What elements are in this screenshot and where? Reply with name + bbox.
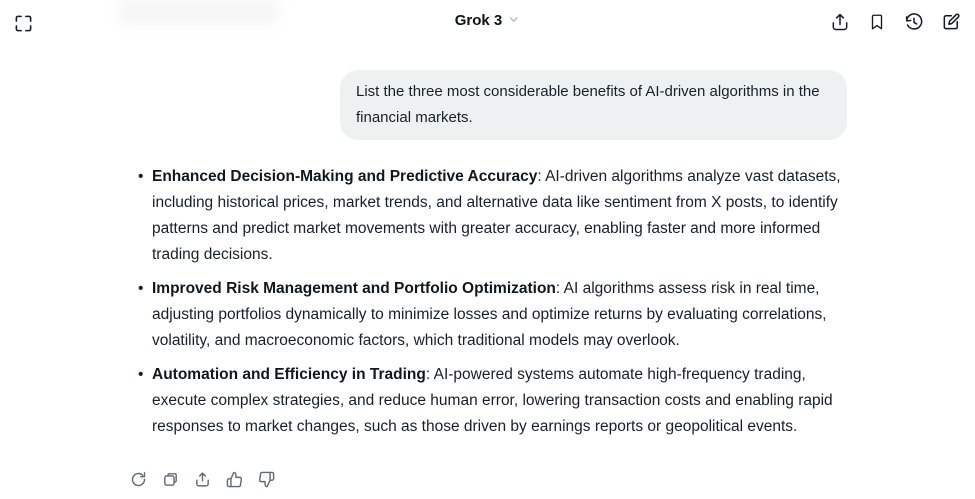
history-clock-icon [904,12,924,32]
thumbs-up-button[interactable] [225,470,243,488]
bullet-body: : AI-powered systems automate high-frequency trading, execute complex strategies, and reduce human error, lowering transaction costs and enabling rapid responses to market changes, such as those driven by earnings reports or geopolitical events. [152,366,833,435]
user-message-text: List the three most considerable benefits of AI-driven algorithms in the financial markets. [356,83,820,126]
bullet-body: : AI algorithms assess risk in real time, adjusting portfolios dynamically to minimize losses and optimize returns by evaluating correlations, volatility, and macroeconomic factors, which traditional models may overlook. [152,280,827,349]
bookmark-icon [868,13,886,31]
benefits-list [130,164,847,440]
chevron-down-icon [507,13,520,29]
thumbs-down-icon [258,471,275,488]
regenerate-icon [130,471,147,488]
share-button[interactable] [193,470,211,488]
list-item [152,362,847,440]
model-selector[interactable] [455,11,521,29]
bullet-title: Automation and Efficiency in Trading [152,366,426,383]
copy-button[interactable] [161,470,179,488]
model-name-label: Grok 3 [454,11,503,29]
assistant-response [130,164,847,440]
blurred-conversation-title [120,0,278,24]
conversation-area [130,70,847,440]
thumbs-down-button[interactable] [257,470,275,488]
history-button[interactable] [904,12,924,32]
share-button[interactable] [830,12,850,32]
thumbs-up-icon [226,471,243,488]
response-action-bar [129,470,275,488]
bullet-title: Improved Risk Management and Portfolio Optimization [152,280,556,297]
list-item [152,164,847,268]
bullet-title: Enhanced Decision-Making and Predictive Accuracy [152,168,538,185]
list-item [152,276,847,354]
regenerate-button[interactable] [129,470,147,488]
compose-button[interactable] [941,12,961,32]
bookmark-button[interactable] [867,12,887,32]
bullet-body: : AI-driven algorithms analyze vast datasets, including historical prices, market trends, and alternative data like sentiment from X posts, to identify patterns and predict market movements with greater accuracy, enabling faster and more informed trading decisions. [152,168,841,263]
user-message-bubble [340,70,847,140]
top-action-bar [830,12,961,32]
top-bar [0,0,975,46]
share-upload-icon [830,12,850,32]
expand-button[interactable] [13,13,33,33]
fullscreen-expand-icon [14,14,33,33]
share-upload-icon [194,471,211,488]
copy-icon [162,471,179,488]
edit-compose-icon [941,12,961,32]
